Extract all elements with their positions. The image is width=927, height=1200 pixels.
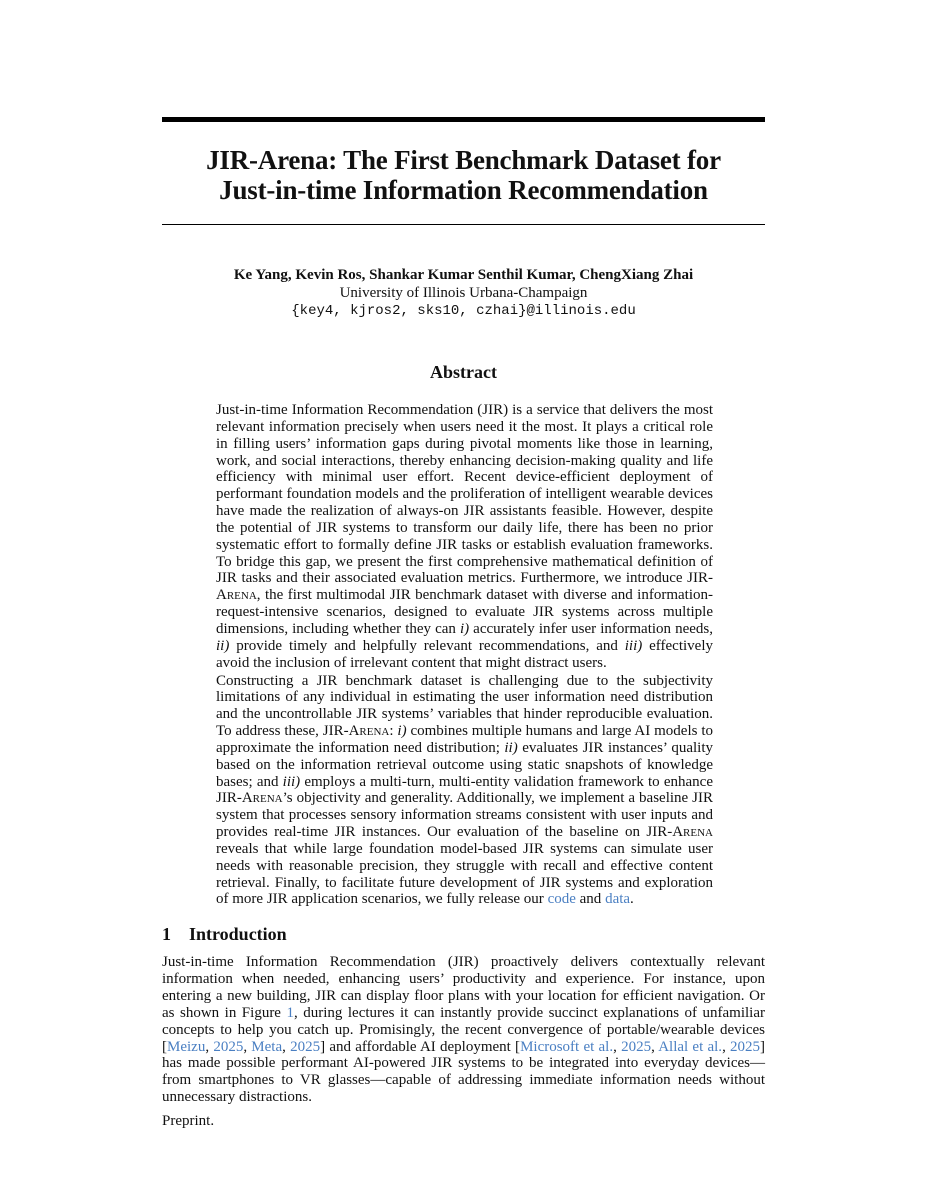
text-run: employs a multi-turn, multi-entity validation framework to enhance JIR- (216, 773, 713, 807)
arena-smallcaps: Arena (216, 587, 257, 604)
text-run: . (630, 891, 634, 908)
text-run: reveals that while large foundation model-based JIR systems can simulate user needs with reasonable precision, they struggle with recall and effective content retrieval. Finally, to facilitate future development of JIR systems and exploration of more JIR application scenarios, we fully release our (216, 840, 713, 908)
text-run: , during lectures it can instantly provide succinct explanations of unfamiliar concepts to help you catch up. Promisingly, the recent convergence of portable/wearable devices [ (162, 1004, 765, 1055)
introduction-paragraph (162, 954, 765, 1106)
code-link[interactable]: code (547, 891, 576, 908)
enum-marker: ii) (216, 637, 230, 654)
citation-link[interactable]: Meizu (167, 1038, 206, 1055)
text-run: , (243, 1038, 252, 1055)
enum-marker: iii) (282, 773, 301, 790)
figure-ref-link[interactable]: 1 (286, 1004, 294, 1021)
author-emails: {key4, kjros2, sks10, czhai}@illinois.edu (291, 303, 636, 319)
text-run: accurately infer user information needs, (469, 620, 713, 637)
section-title: Introduction (189, 924, 287, 944)
citation-link[interactable]: 2025 (213, 1038, 244, 1055)
data-link[interactable]: data (605, 891, 631, 908)
paper-title (162, 145, 765, 205)
affiliation: University of Illinois Urbana-Champaign (339, 285, 588, 301)
text-run: combines multiple humans and large AI models to approximate the information need distribution; (216, 723, 713, 756)
abstract (216, 402, 713, 909)
text-run: Constructing a JIR benchmark dataset is challenging due to the subjectivity limitations of any individual in estimating the user information need distribution and the uncontrollable JIR systems’ variables that hinder reproducible evaluation. To address these, JIR- (216, 672, 713, 740)
text-run: , the first multimodal JIR benchmark dataset with diverse and information-request-intensive scenarios, designed to evaluate JIR systems across multiple dimensions, including whether they can (216, 587, 713, 637)
citation-link[interactable]: 2025 (290, 1038, 321, 1055)
title-line-1: JIR-Arena: The First Benchmark Dataset for (206, 145, 721, 175)
text-run: ’s objectivity and generality. Additionally, we implement a baseline JIR system that processes sensory information streams consistent with user inputs and provides real-time JIR instances. Our evaluation of the baseline on JIR- (216, 790, 713, 841)
title-line-2: Just-in-time Information Recommendation (219, 175, 708, 205)
text-run: effectively avoid the inclusion of irrelevant content that might distract users. (216, 637, 713, 671)
enum-marker: i) (397, 723, 407, 740)
section-number: 1 (162, 924, 171, 944)
enum-marker: iii) (624, 637, 643, 654)
text-run: , (651, 1038, 659, 1055)
author-names: Ke Yang, Kevin Ros, Shankar Kumar Senthil Kumar, ChengXiang Zhai (233, 267, 694, 283)
text-run: ] and affordable AI deployment [ (320, 1038, 521, 1055)
enum-marker: i) (459, 620, 470, 637)
top-rule (162, 117, 765, 122)
text-run: , (205, 1038, 214, 1055)
text-run: Just-in-time Information Recommendation (JIR) is a service that delivers the most relevant information precisely when users need it the most. It plays a critical role in filling users’ information gaps during pivotal moments like those in learning, work, and social interactions, thereby enhancing decision-making quality and life efficiency with minimal user effort. Recent device-efficient deployment of performant foundation models and the proliferation of intelligent wearable devices have made the realization of always-on JIR assistants feasible. However, despite the potential of JIR systems to transform our daily life, there has been no prior systematic effort to formally define JIR tasks or establish evaluation frameworks. To bridge this gap, we present the first comprehensive mathematical definition of JIR tasks and their associated evaluation metrics. Furthermore, we introduce JIR- (216, 402, 713, 587)
abstract-paragraph-2 (216, 673, 713, 909)
citation-link[interactable]: Allal et al. (658, 1038, 723, 1055)
citation-link[interactable]: Microsoft et al. (520, 1038, 614, 1055)
title-rule (162, 224, 765, 225)
arena-smallcaps: Arena (241, 790, 283, 807)
citation-link[interactable]: Meta (251, 1038, 283, 1055)
enum-marker: ii) (504, 739, 518, 756)
text-run: , (282, 1038, 291, 1055)
abstract-paragraph-1 (216, 402, 713, 672)
text-run: and (575, 891, 606, 908)
text-run: ] has made possible performant AI-powered JIR systems to be integrated into everyday devices—from smartphones to VR glasses—capable of addressing immediate information needs without unnecessary distractions. (162, 1038, 766, 1106)
text-run: : (389, 723, 398, 740)
text-run: , (722, 1038, 731, 1055)
text-run: Just-in-time Information Recommendation (JIR) proactively delivers contextually relevant information when needed, enhancing users’ productivity and experience. For instance, upon entering a new building, JIR can display floor plans with your location for efficient navigation. Or as shown in Figure (162, 954, 765, 1021)
citation-link[interactable]: 2025 (730, 1038, 761, 1055)
arena-smallcaps: Arena (672, 824, 713, 841)
footer-note: Preprint. (162, 1113, 215, 1129)
citation-link[interactable]: 2025 (621, 1038, 652, 1055)
text-run: evaluates JIR instances’ quality based on the information retrieval outcome using static snapshots of knowledge bases; and (216, 739, 713, 790)
abstract-heading: Abstract (430, 362, 497, 382)
text-run: , (613, 1038, 622, 1055)
author-block (162, 266, 765, 320)
text-run: provide timely and helpfully relevant recommendations, and (229, 637, 625, 654)
section-heading-introduction (162, 924, 287, 945)
arena-smallcaps: Arena (348, 723, 390, 740)
